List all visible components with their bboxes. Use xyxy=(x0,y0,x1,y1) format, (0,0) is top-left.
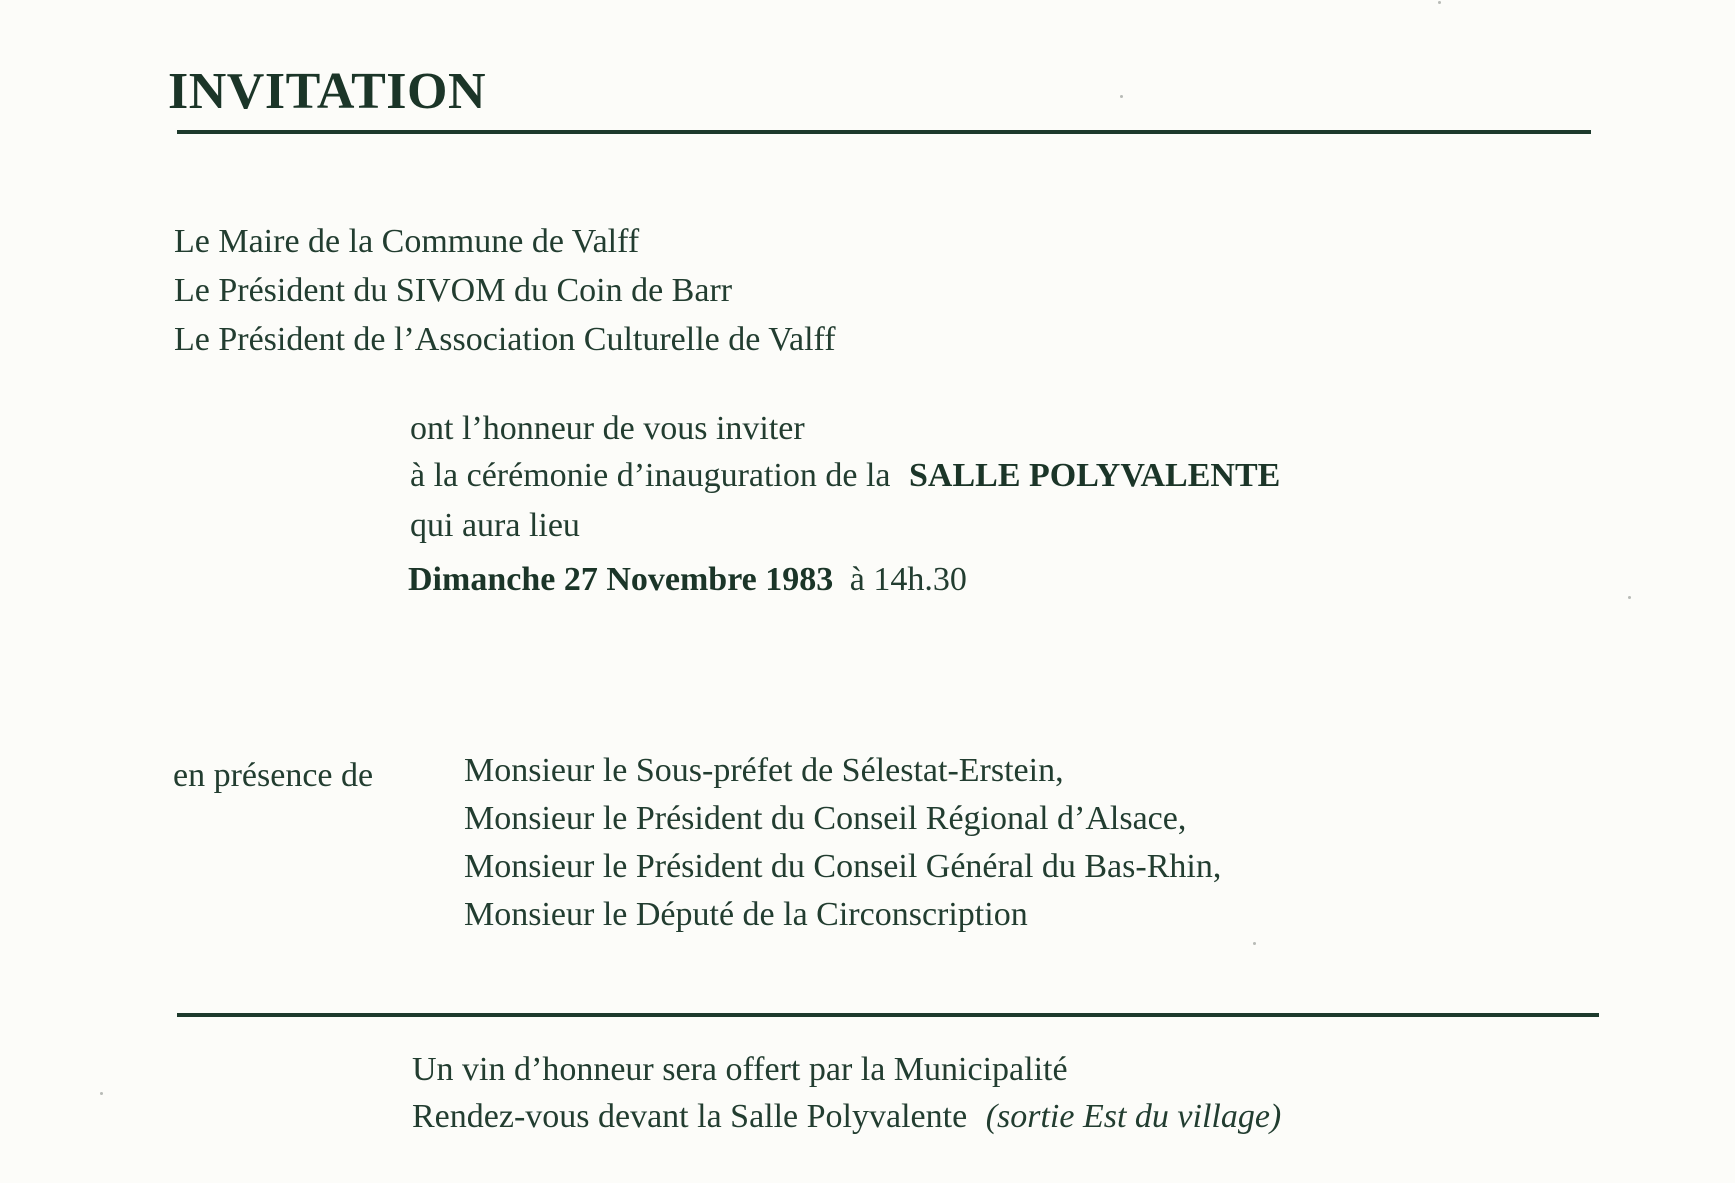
host-line-sivom: Le Président du SIVOM du Coin de Barr xyxy=(174,272,733,309)
footer-meeting-point xyxy=(412,1097,1281,1137)
page-title: INVITATION xyxy=(168,63,487,120)
guest-general-council: Monsieur le Président du Conseil Général du Bas-Rhin, xyxy=(464,848,1222,885)
event-date-line xyxy=(408,560,967,600)
invitation-line-place: qui aura lieu xyxy=(410,507,580,544)
meeting-place-direction: (sortie Est du village) xyxy=(985,1098,1282,1135)
guest-deputy: Monsieur le Député de la Circonscription xyxy=(464,896,1028,933)
paper-speck xyxy=(1438,1,1441,4)
guest-subprefect: Monsieur le Sous-préfet de Sélestat-Erstein, xyxy=(464,752,1064,789)
paper-speck xyxy=(100,1092,103,1095)
presence-label: en présence de xyxy=(173,757,374,794)
event-time: à 14h.30 xyxy=(849,561,967,598)
paper-speck xyxy=(1253,942,1256,945)
ceremony-text: à la cérémonie d’inauguration de la xyxy=(410,457,891,494)
event-date: Dimanche 27 Novembre 1983 xyxy=(408,561,834,598)
invitation-line-ceremony xyxy=(410,456,1280,496)
meeting-place-text: Rendez-vous devant la Salle Polyvalente xyxy=(412,1098,968,1135)
guest-regional-council: Monsieur le Président du Conseil Régional d’Alsace, xyxy=(464,800,1187,837)
paper-speck xyxy=(1120,95,1123,98)
paper-speck xyxy=(1628,596,1631,599)
bottom-divider xyxy=(177,1013,1599,1017)
host-line-mayor: Le Maire de la Commune de Valff xyxy=(174,223,640,260)
top-divider xyxy=(177,130,1591,134)
invitation-line-honour: ont l’honneur de vous inviter xyxy=(410,410,805,447)
host-line-association: Le Président de l’Association Culturelle de Valff xyxy=(174,321,836,358)
footer-reception: Un vin d’honneur sera offert par la Municipalité xyxy=(412,1051,1068,1088)
venue-name: SALLE POLYVALENTE xyxy=(909,457,1281,494)
